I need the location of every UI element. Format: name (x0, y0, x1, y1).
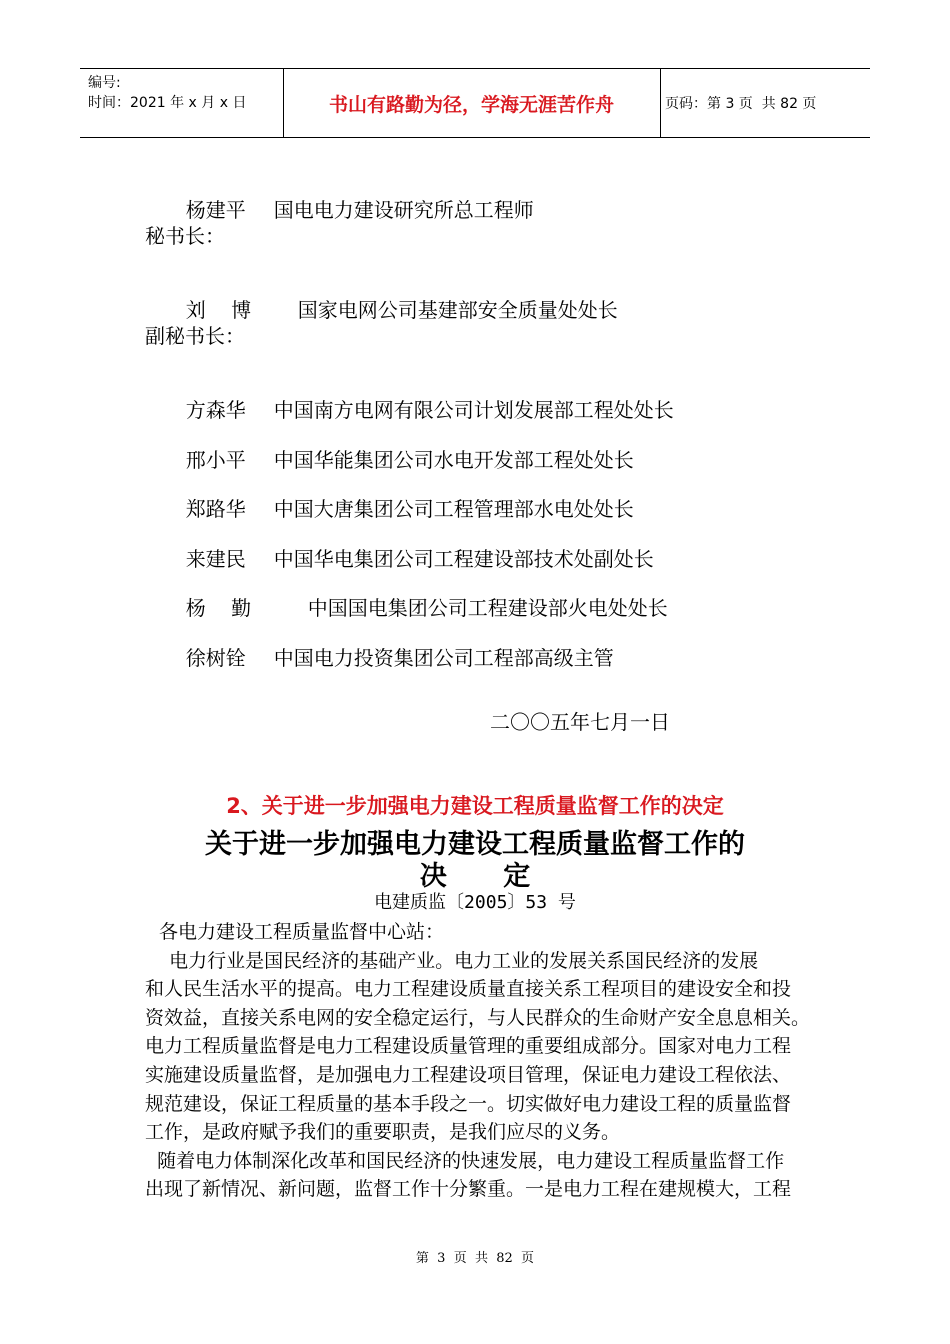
deputy-row (173, 420, 634, 473)
page-header (80, 68, 870, 138)
body-line: 和人民生活水平的提高。电力工程建设质量直接关系工程项目的建设安全和投 (145, 978, 792, 1001)
deputy-row (173, 568, 668, 621)
member-name: 杨 勤 (185, 596, 252, 620)
member-name: 郑路华 (185, 497, 246, 521)
body-line: 资效益，直接关系电网的安全稳定运行，与人民群众的生命财产安全息息相关。 (145, 1006, 811, 1029)
body-line: 电力工程质量监督是电力工程建设质量管理的重要组成部分。国家对电力工程 (145, 1035, 792, 1058)
member-title: 中国华能集团公司水电开发部工程处处长 (273, 448, 634, 472)
body-line: 实施建设质量监督，是加强电力工程建设项目管理，保证电力建设工程依法、 (145, 1063, 792, 1086)
member-name: 徐树铨 (185, 646, 246, 670)
member-title: 中国南方电网有限公司计划发展部工程处处长 (273, 398, 674, 422)
member-name: 刘 博 (185, 298, 252, 322)
member-name: 邢小平 (185, 448, 246, 472)
body-line: 出现了新情况、新问题，监督工作十分繁重。一是电力工程在建规模大，工程 (145, 1178, 792, 1201)
member-title: 中国电力投资集团公司工程部高级主管 (273, 646, 614, 670)
code-label: 编号: (88, 75, 121, 91)
body-line: 规范建设，保证工程质量的基本手段之一。切实做好电力建设工程的质量监督 (145, 1092, 792, 1115)
deputy-secretary-label: 副秘书长： (145, 324, 245, 348)
header-meta (88, 73, 246, 113)
member-title: 中国华电集团公司工程建设部技术处副处长 (273, 547, 654, 571)
header-page-info: 页码：第 3 页 共 82 页 (665, 96, 817, 112)
member-row (173, 170, 534, 223)
body-line: 电力行业是国民经济的基础产业。电力工业的发展关系国民经济的发展 (145, 949, 759, 972)
doc-title-line2: 决 定 (419, 861, 531, 892)
time-label: 时间：2021 年 x 月 x 日 (88, 95, 247, 111)
member-name: 方森华 (185, 398, 246, 422)
signature-date: 二〇〇五年七月一日 (490, 710, 670, 734)
member-name: 来建民 (185, 547, 246, 571)
doc-number: 电建质监〔2005〕53 号 (374, 892, 576, 913)
body-line: 工作，是政府赋予我们的重要职责，是我们应尽的义务。 (145, 1121, 621, 1144)
member-title: 中国国电集团公司工程建设部火电处处长 (307, 596, 668, 620)
body-text (145, 918, 825, 1204)
member-title: 国电电力建设研究所总工程师 (273, 198, 534, 222)
deputy-row (173, 370, 674, 423)
deputy-row (173, 469, 634, 522)
secretary-general-label: 秘书长： (145, 224, 225, 248)
page-footer: 第 3 页 共 82 页 (415, 1251, 535, 1266)
member-title: 中国大唐集团公司工程管理部水电处处长 (273, 497, 634, 521)
deputy-row (173, 519, 654, 572)
header-motto: 书山有路勤为径，学海无涯苦作舟 (328, 93, 614, 116)
header-divider-right (660, 69, 661, 137)
member-name: 杨建平 (185, 198, 246, 222)
salutation: 各电力建设工程质量监督中心站： (159, 921, 445, 943)
member-title: 国家电网公司基建部安全质量处处长 (297, 298, 618, 322)
section-heading: 2、关于进一步加强电力建设工程质量监督工作的决定 (226, 794, 724, 818)
secretary-general-row (173, 270, 618, 323)
deputy-row (173, 618, 614, 671)
body-line: 随着电力体制深化改革和国民经济的快速发展，电力建设工程质量监督工作 (145, 1149, 785, 1172)
doc-title-line1: 关于进一步加强电力建设工程质量监督工作的 (205, 829, 745, 860)
